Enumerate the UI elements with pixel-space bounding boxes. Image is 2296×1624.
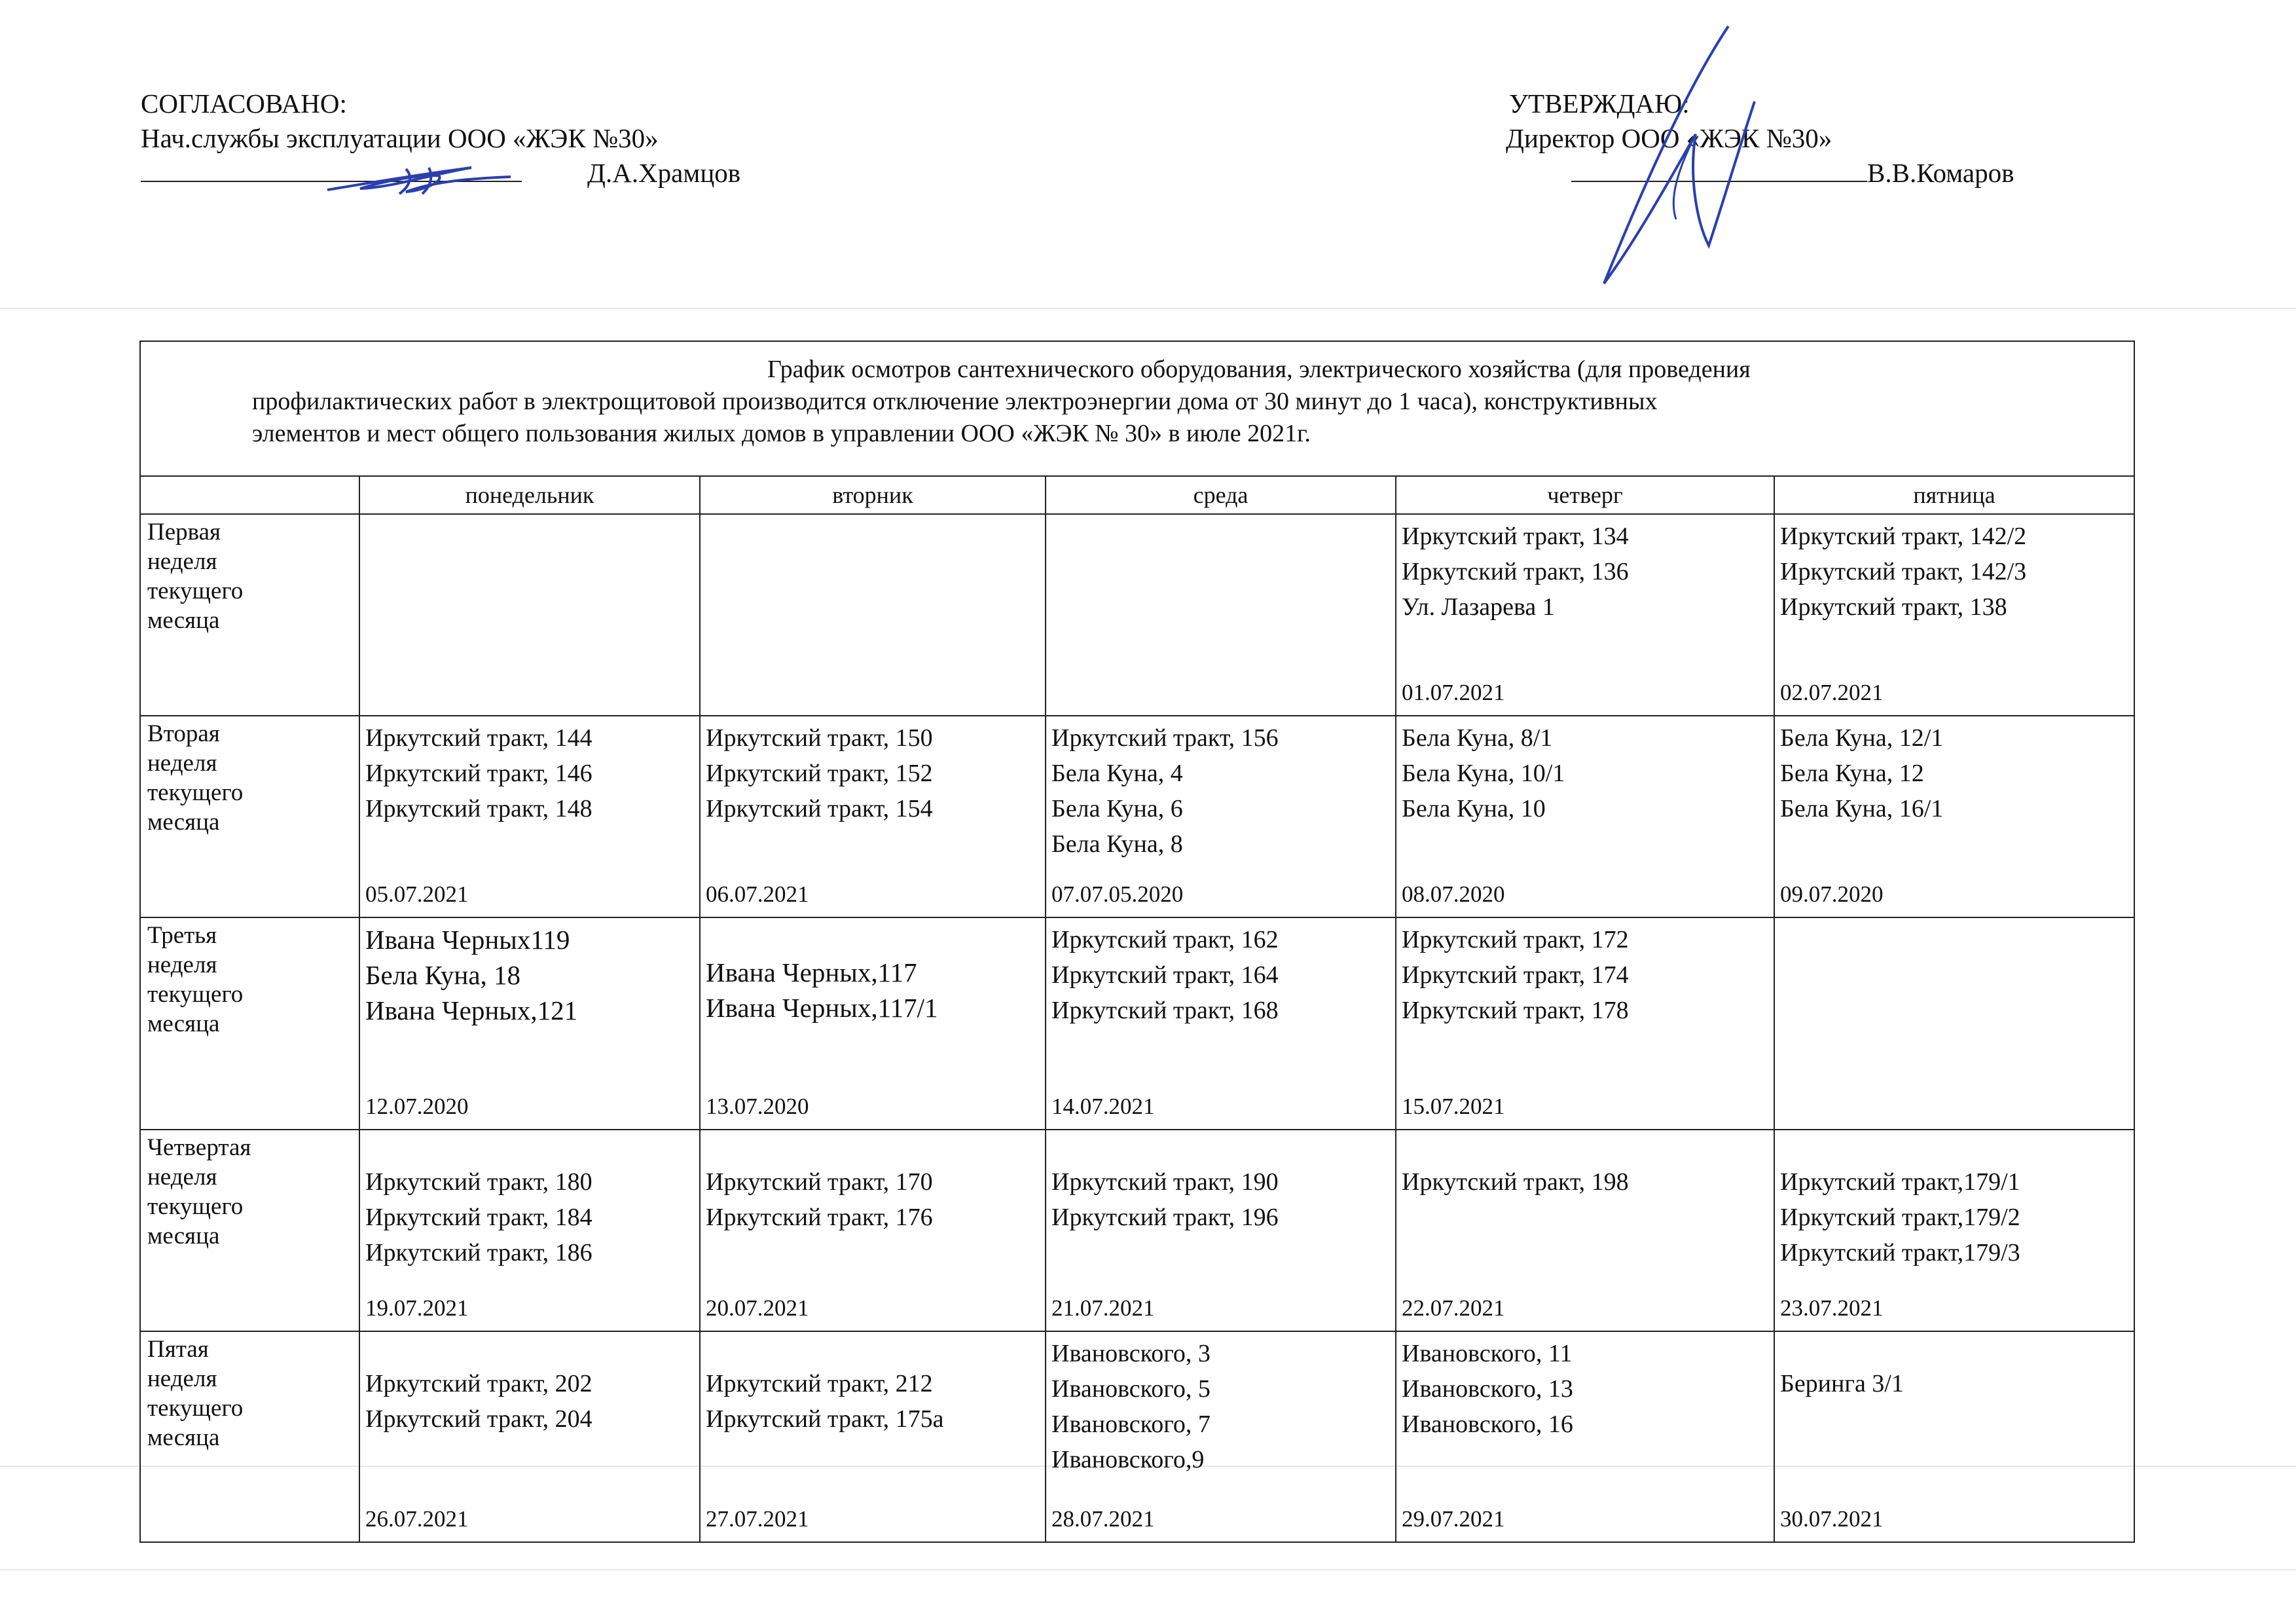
schedule-cell xyxy=(700,716,1046,917)
address-line: Ивановского, 11 xyxy=(1402,1339,1573,1367)
week-label-line: неделя xyxy=(147,548,217,576)
address-line: Ивана Черных,117 xyxy=(706,957,917,987)
schedule-cell xyxy=(1396,514,1774,716)
schedule-cell xyxy=(359,716,700,917)
inspection-date: 09.07.2020 xyxy=(1780,881,1884,907)
address-line: Иркутский тракт, 142/2 xyxy=(1780,523,2027,551)
weekday-header: пятница xyxy=(1774,476,2134,514)
inspection-date: 19.07.2021 xyxy=(365,1295,469,1321)
week-row xyxy=(140,1331,2134,1542)
inspection-date: 26.07.2021 xyxy=(365,1506,469,1532)
schedule-cell xyxy=(1046,917,1396,1130)
schedule-cell xyxy=(700,514,1046,716)
week-label-line: неделя xyxy=(147,1365,217,1392)
week-label-line: месяца xyxy=(147,607,220,635)
inspection-date: 23.07.2021 xyxy=(1780,1295,1884,1321)
title-line: График осмотров сантехнического оборудования, электрического хозяйства (для проведения xyxy=(767,356,1751,383)
weekday-header: среда xyxy=(1046,476,1396,514)
schedule-cell xyxy=(1046,1331,1396,1542)
inspection-date: 06.07.2021 xyxy=(706,881,809,907)
week-label-line: Первая xyxy=(147,519,221,546)
address-line: Иркутский тракт, 175а xyxy=(706,1405,944,1433)
weekday-header: вторник xyxy=(700,476,1046,514)
address-line: Иркутский тракт, 178 xyxy=(1402,996,1629,1024)
address-line: Иркутский тракт, 190 xyxy=(1051,1168,1279,1196)
schedule-cell xyxy=(359,514,700,716)
inspection-date: 14.07.2021 xyxy=(1051,1093,1155,1119)
address-line: Бела Куна, 8 xyxy=(1051,830,1183,858)
inspection-date: 13.07.2020 xyxy=(706,1093,809,1119)
schedule-cell xyxy=(1774,1331,2134,1542)
approval-left-position: Нач.службы эксплуатации ООО «ЖЭК №30» xyxy=(141,123,659,153)
inspection-date: 28.07.2021 xyxy=(1051,1506,1155,1532)
week-label xyxy=(140,1130,359,1331)
inspection-date: 12.07.2020 xyxy=(365,1093,469,1119)
week-row xyxy=(140,917,2134,1130)
inspection-date: 30.07.2021 xyxy=(1780,1506,1884,1532)
signature-right-image xyxy=(1597,23,1768,291)
schedule-cell xyxy=(1396,716,1774,917)
title-line: элементов и мест общего пользования жилых домов в управлении ООО «ЖЭК № 30» в июле 2021г. xyxy=(252,420,1311,447)
week-label xyxy=(140,716,359,917)
week-label xyxy=(140,514,359,716)
week-label xyxy=(140,917,359,1130)
approval-right-name: В.В.Комаров xyxy=(1867,158,2014,188)
address-line: Иркутский тракт, 186 xyxy=(365,1238,592,1266)
schedule-cell xyxy=(1046,1130,1396,1331)
address-line: Ивановского, 3 xyxy=(1051,1339,1211,1367)
address-line: Ивана Черных,121 xyxy=(365,995,578,1025)
corner-cell xyxy=(140,476,359,514)
schedule-cell xyxy=(700,1331,1046,1542)
scan-line xyxy=(0,1569,2296,1570)
approval-right-position: Директор ООО «ЖЭК №30» xyxy=(1506,123,1832,153)
address-line: Иркутский тракт, 164 xyxy=(1051,961,1279,989)
schedule-cell xyxy=(1396,917,1774,1130)
schedule-cell xyxy=(700,1130,1046,1331)
week-label-line: текущего xyxy=(147,1192,244,1220)
title-line: профилактических работ в электрощитовой производится отключение электроэнергии дома от 30 минут до 1 часа), конструктивных xyxy=(252,388,1658,415)
address-line: Бела Куна, 6 xyxy=(1051,794,1183,822)
address-line: Иркутский тракт, 134 xyxy=(1402,523,1629,551)
schedule-cell xyxy=(1396,1130,1774,1331)
week-label-line: Третья xyxy=(147,921,217,949)
address-line: Иркутский тракт, 202 xyxy=(365,1369,592,1397)
schedule-cell xyxy=(700,917,1046,1130)
address-line: Иркутский тракт, 148 xyxy=(365,794,592,822)
scan-line xyxy=(0,308,2296,309)
address-line: Иркутский тракт, 172 xyxy=(1402,925,1629,953)
inspection-date: 15.07.2021 xyxy=(1402,1093,1505,1119)
week-label xyxy=(140,1331,359,1542)
schedule-cell xyxy=(359,917,700,1130)
address-line: Ивановского,9 xyxy=(1051,1445,1205,1473)
address-line: Иркутский тракт,179/1 xyxy=(1780,1168,2020,1196)
week-label-line: текущего xyxy=(147,980,244,1008)
address-line: Бела Куна, 10/1 xyxy=(1402,759,1565,787)
inspection-date: 05.07.2021 xyxy=(365,881,469,907)
address-line: Иркутский тракт, 176 xyxy=(706,1203,933,1231)
address-line: Иркутский тракт, 198 xyxy=(1402,1168,1629,1196)
address-line: Иркутский тракт,179/2 xyxy=(1780,1203,2020,1231)
inspection-date: 27.07.2021 xyxy=(706,1506,809,1532)
week-row xyxy=(140,1130,2134,1331)
signature-left-image xyxy=(314,156,524,202)
week-label-line: неделя xyxy=(147,749,217,777)
approval-right-heading: УТВЕРЖДАЮ: xyxy=(1509,88,1690,119)
week-label-line: текущего xyxy=(147,578,244,605)
schedule-cell xyxy=(359,1130,700,1331)
address-line: Иркутский тракт,179/3 xyxy=(1780,1238,2020,1266)
week-label-line: месяца xyxy=(147,1010,220,1037)
address-line: Иркутский тракт, 168 xyxy=(1051,996,1279,1024)
inspection-date: 21.07.2021 xyxy=(1051,1295,1155,1321)
address-line: Иркутский тракт, 142/3 xyxy=(1780,558,2027,586)
week-label-line: месяца xyxy=(147,1222,220,1249)
schedule-cell xyxy=(1774,917,2134,1130)
schedule-cell xyxy=(1774,716,2134,917)
address-line: Ивановского, 16 xyxy=(1402,1410,1573,1438)
address-line: Иркутский тракт, 156 xyxy=(1051,724,1279,752)
inspection-date: 29.07.2021 xyxy=(1402,1506,1505,1532)
week-label-line: текущего xyxy=(147,779,244,806)
schedule-cell xyxy=(1046,514,1396,716)
address-line: Иркутский тракт, 184 xyxy=(365,1203,592,1231)
address-line: Иркутский тракт, 136 xyxy=(1402,558,1629,586)
inspection-date: 22.07.2021 xyxy=(1402,1295,1505,1321)
address-line: Бела Куна, 12 xyxy=(1780,759,1924,787)
address-line: Иркутский тракт, 212 xyxy=(706,1369,933,1397)
address-line: Иркутский тракт, 144 xyxy=(365,724,592,752)
week-label-line: Четвертая xyxy=(147,1134,251,1161)
week-row xyxy=(140,716,2134,917)
address-line: Иркутский тракт, 204 xyxy=(365,1405,592,1433)
address-line: Ивановского, 5 xyxy=(1051,1375,1211,1403)
address-line: Бела Куна, 4 xyxy=(1051,759,1183,787)
inspection-date: 01.07.2021 xyxy=(1402,679,1505,705)
week-label-line: месяца xyxy=(147,808,220,836)
address-line: Иркутский тракт, 146 xyxy=(365,759,592,787)
address-line: Иркутский тракт, 170 xyxy=(706,1168,933,1196)
inspection-date: 20.07.2021 xyxy=(706,1295,809,1321)
week-label-line: Вторая xyxy=(147,720,220,747)
week-label-line: текущего xyxy=(147,1394,244,1422)
weekday-header-row xyxy=(140,476,2134,514)
address-line: Ивановского, 7 xyxy=(1051,1410,1211,1438)
schedule-cell xyxy=(1396,1331,1774,1542)
address-line: Бела Куна, 12/1 xyxy=(1780,724,1944,752)
address-line: Иркутский тракт, 174 xyxy=(1402,961,1629,989)
inspection-date: 02.07.2021 xyxy=(1780,679,1884,705)
address-line: Иркутский тракт, 152 xyxy=(706,759,933,787)
week-label-line: месяца xyxy=(147,1424,220,1451)
approval-left-name: Д.А.Храмцов xyxy=(587,158,741,188)
address-line: Бела Куна, 10 xyxy=(1402,794,1546,822)
address-line: Бела Куна, 8/1 xyxy=(1402,724,1553,752)
address-line: Ивана Черных119 xyxy=(365,924,570,955)
weekday-header: понедельник xyxy=(359,476,700,514)
inspection-date: 07.07.05.2020 xyxy=(1051,881,1184,907)
address-line: Иркутский тракт, 138 xyxy=(1780,593,2007,621)
schedule-title xyxy=(140,341,2134,476)
address-line: Ул. Лазарева 1 xyxy=(1402,593,1555,621)
address-line: Бела Куна, 16/1 xyxy=(1780,794,1944,822)
weekday-header: четверг xyxy=(1396,476,1774,514)
address-line: Ивановского, 13 xyxy=(1402,1375,1573,1403)
schedule-cell xyxy=(1774,514,2134,716)
week-label-line: неделя xyxy=(147,1163,217,1190)
week-label-line: Пятая xyxy=(147,1335,209,1363)
schedule-cell xyxy=(1046,716,1396,917)
address-line: Иркутский тракт, 162 xyxy=(1051,925,1279,953)
inspection-date: 08.07.2020 xyxy=(1402,881,1505,907)
address-line: Иркутский тракт, 180 xyxy=(365,1168,592,1196)
address-line: Бела Куна, 18 xyxy=(365,959,521,990)
address-line: Иркутский тракт, 150 xyxy=(706,724,933,752)
address-line: Ивана Черных,117/1 xyxy=(706,992,938,1023)
approval-left-heading: СОГЛАСОВАНО: xyxy=(141,88,347,119)
address-line: Иркутский тракт, 154 xyxy=(706,794,933,822)
address-line: Беринга 3/1 xyxy=(1780,1369,1904,1397)
week-row xyxy=(140,514,2134,716)
schedule-table xyxy=(139,341,2135,1543)
schedule-cell xyxy=(359,1331,700,1542)
week-label-line: неделя xyxy=(147,951,217,978)
address-line: Иркутский тракт, 196 xyxy=(1051,1203,1279,1231)
schedule-cell xyxy=(1774,1130,2134,1331)
